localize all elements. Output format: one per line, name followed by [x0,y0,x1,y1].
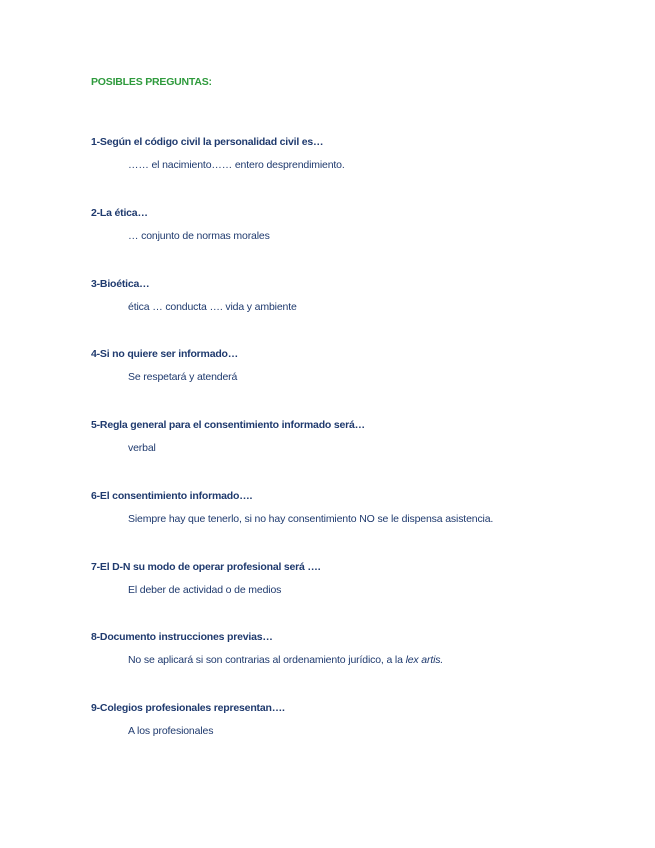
question-block-9 [91,702,631,738]
question-block-2 [91,207,631,243]
answer-text: A los profesionales [128,725,214,737]
question-text: 3-Bioética… [91,278,150,290]
question-block-5 [91,419,631,455]
question-block-3 [91,278,631,314]
question-text: 6-El consentimiento informado…. [91,490,253,502]
question-text: 1-Según el código civil la personalidad civil es… [91,136,324,148]
answer-text: … conjunto de normas morales [128,230,270,242]
answer-text: Siempre hay que tenerlo, si no hay consentimiento NO se le dispensa asistencia. [128,513,494,525]
answer-text: …… el nacimiento…… entero desprendimiento. [128,159,345,171]
question-block-7 [91,561,631,597]
answer-text: Se respetará y atenderá [128,371,238,383]
question-text: 2-La ética… [91,207,148,219]
answer-text: No se aplicará si son contrarias al ordenamiento jurídico, a la [128,654,403,666]
question-block-4 [91,348,631,384]
answer-text: ética … conducta …. vida y ambiente [128,301,297,313]
answer-line [128,654,631,667]
question-text: 7-El D-N su modo de operar profesional será …. [91,561,321,573]
document-heading: POSIBLES PREGUNTAS: [91,76,212,88]
question-text: 9-Colegios profesionales representan…. [91,702,285,714]
question-text: 8-Documento instrucciones previas… [91,631,273,643]
question-block-8 [91,631,631,667]
answer-text: El deber de actividad o de medios [128,584,282,596]
answer-italic-text: lex artis. [405,654,444,666]
question-block-6 [91,490,631,526]
answer-text: verbal [128,442,156,454]
question-block-1 [91,136,631,172]
question-text: 4-Si no quiere ser informado… [91,348,239,360]
question-text: 5-Regla general para el consentimiento informado será… [91,419,365,431]
